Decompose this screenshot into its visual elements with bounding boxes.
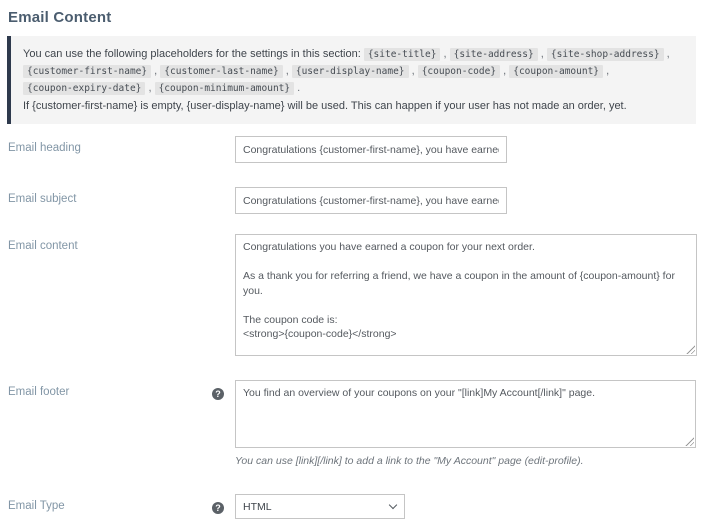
placeholder-separator: , [440, 48, 450, 60]
help-icon[interactable]: ? [212, 388, 224, 400]
email-heading-input[interactable] [235, 136, 507, 163]
email-footer-label: Email footer [8, 386, 70, 398]
form-row-email-footer [8, 380, 696, 467]
email-heading-label: Email heading [8, 142, 81, 154]
placeholder-chip: {site-shop-address} [547, 48, 664, 61]
notice-note: If {customer-first-name} is empty, {user-display-name} will be used. This can happen if your user has not made an order, yet. [23, 100, 627, 112]
placeholder-chip: {coupon-code} [418, 65, 500, 78]
placeholder-separator: , [537, 48, 547, 60]
placeholder-separator: , [282, 65, 292, 77]
placeholder-separator: . [294, 82, 301, 94]
email-footer-note: You can use [link][/link] to add a link to the "My Account" page (edit-profile). [235, 455, 584, 467]
placeholder-chip: {user-display-name} [292, 65, 409, 78]
placeholder-chip: {site-title} [364, 48, 441, 61]
notice-intro: You can use the following placeholders for the settings in this section: [23, 48, 361, 60]
placeholders-notice [7, 36, 696, 124]
form-row-email-type [8, 494, 696, 519]
placeholder-separator: , [408, 65, 418, 77]
placeholder-separator: , [603, 65, 610, 77]
help-icon[interactable]: ? [212, 502, 224, 514]
form-row-email-content [8, 234, 696, 356]
form-row-email-subject [8, 187, 696, 214]
email-subject-input[interactable] [235, 187, 507, 214]
email-content-textarea[interactable] [235, 234, 697, 356]
help-slot [212, 136, 235, 140]
email-type-label: Email Type [8, 500, 65, 512]
email-footer-textarea[interactable] [235, 380, 696, 448]
placeholders-notice-text [23, 46, 684, 97]
placeholder-separator: , [145, 82, 155, 94]
help-slot [212, 187, 235, 191]
placeholder-chip: {coupon-amount} [509, 65, 603, 78]
email-content-form [0, 136, 703, 519]
form-row-email-heading [8, 136, 696, 163]
placeholder-separator: , [151, 65, 161, 77]
placeholder-chip: {site-address} [450, 48, 538, 61]
placeholder-chip: {customer-first-name} [23, 65, 151, 78]
placeholder-chip: {customer-last-name} [160, 65, 282, 78]
help-slot [212, 234, 235, 238]
email-content-label: Email content [8, 240, 78, 252]
email-subject-label: Email subject [8, 193, 77, 205]
email-type-select[interactable] [235, 494, 405, 519]
placeholder-chip: {coupon-minimum-amount} [155, 82, 295, 95]
placeholder-separator: , [663, 48, 670, 60]
placeholder-separator: , [500, 65, 510, 77]
placeholder-chip: {coupon-expiry-date} [23, 82, 145, 95]
page-title: Email Content [8, 9, 112, 26]
